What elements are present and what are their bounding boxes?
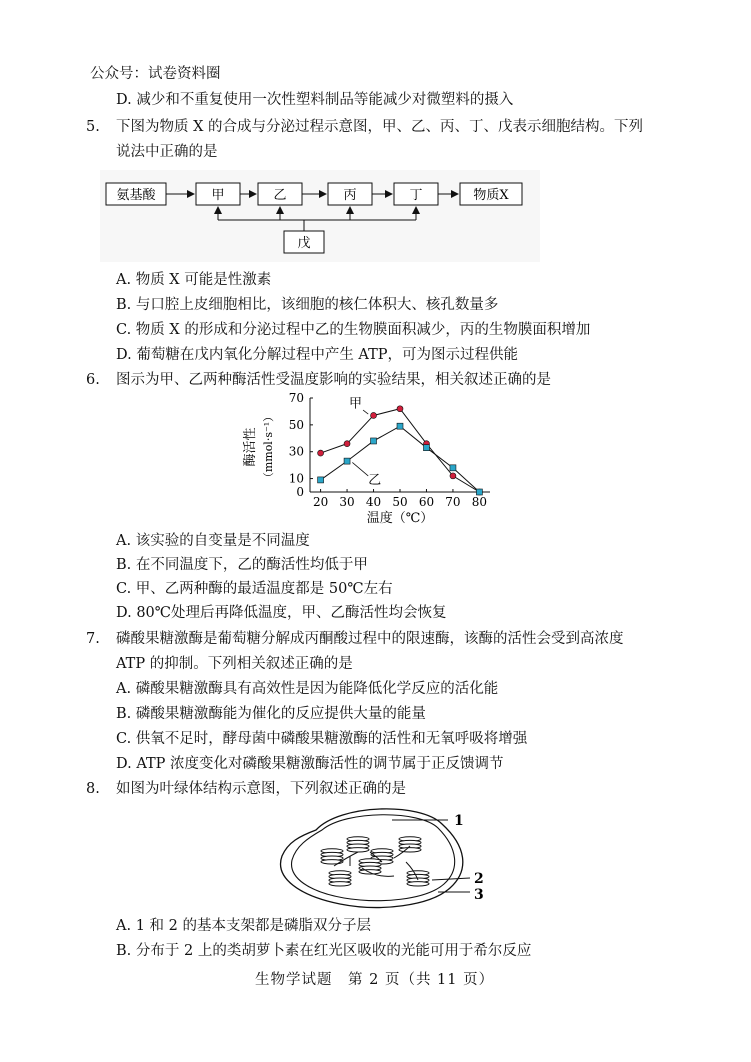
- label-3: 3: [474, 887, 484, 903]
- series-point-1: [318, 477, 324, 483]
- q7-number: 7.: [86, 631, 100, 647]
- q7-option-a: A. 磷酸果糖激酶具有高效性是因为能降低化学反应的活化能: [116, 681, 499, 697]
- q6-option-c: C. 甲、乙两种酶的最适温度都是 50℃左右: [116, 581, 393, 597]
- grana-stacks: [321, 837, 429, 886]
- x-tick-label: 20: [312, 495, 329, 509]
- series-label-jia-leader: [363, 410, 368, 414]
- series-point-0: [318, 450, 324, 456]
- x-tick-label: 70: [445, 495, 461, 509]
- series-point-0: [371, 412, 377, 418]
- chart-ylabel-line2: （mmol·s⁻¹）: [262, 410, 275, 484]
- chart-ylabel-line1: 酶活性: [243, 427, 258, 467]
- series-point-0: [450, 473, 456, 479]
- q8-option-a: A. 1 和 2 的基本支架都是磷脂双分子层: [116, 918, 371, 934]
- q5-stem-line2: 说法中正确的是: [116, 144, 218, 160]
- q6-number: 6.: [86, 372, 100, 388]
- q6-stem: 图示为甲、乙两种酶活性受温度影响的实验结果，相关叙述正确的是: [116, 372, 551, 388]
- q5-flow-diagram: [100, 170, 540, 262]
- q8-option-b: B. 分布于 2 上的类胡萝卜素在红光区吸收的光能可用于希尔反应: [116, 943, 532, 959]
- series-point-0: [344, 441, 350, 447]
- q6-option-d: D. 80℃处理后再降低温度，甲、乙酶活性均会恢复: [116, 605, 447, 621]
- series-label-yi-leader: [352, 462, 368, 475]
- chart-xlabel: 温度（℃）: [366, 511, 434, 526]
- q8-stem: 如图为叶绿体结构示意图，下列叙述正确的是: [116, 781, 406, 797]
- series-point-1: [476, 489, 482, 495]
- thylakoid-disc: [407, 882, 429, 886]
- flow-label-wu: 戊: [297, 236, 311, 251]
- page-footer: 生物学试题 第 2 页（共 11 页）: [255, 972, 495, 988]
- x-tick-label: 50: [392, 495, 408, 509]
- flow-label-yi: 乙: [273, 188, 287, 203]
- q5-number: 5.: [86, 119, 100, 135]
- series-point-1: [371, 438, 377, 444]
- chloroplast-diagram: [270, 800, 490, 915]
- y-tick-label: 70: [288, 392, 304, 405]
- x-tick-label: 60: [418, 495, 435, 509]
- q5-option-d: D. 葡萄糖在戊内氧化分解过程中产生 ATP，可为图示过程供能: [116, 347, 519, 363]
- thylakoid-disc: [329, 882, 351, 886]
- flow-label-ding: 丁: [409, 188, 423, 203]
- flow-box-amino-acid: [106, 183, 166, 205]
- pointer-line-2: [432, 878, 470, 880]
- q7-option-d: D. ATP 浓度变化对磷酸果糖激酶活性的调节属于正反馈调节: [116, 756, 504, 772]
- q7-stem-line2: ATP 的抑制。下列相关叙述正确的是: [116, 656, 353, 672]
- q5-stem-line1: 下图为物质 X 的合成与分泌过程示意图，甲、乙、丙、丁、戊表示细胞结构。下列: [116, 119, 644, 135]
- series-label-jia: 甲: [349, 396, 363, 412]
- series-line-0: [321, 409, 480, 492]
- x-tick-label: 40: [365, 495, 382, 509]
- y-tick-label: 50: [288, 417, 304, 432]
- q7-option-c: C. 供氧不足时，酵母菌中磷酸果糖激酶的活性和无氧呼吸将增强: [116, 731, 528, 747]
- flow-label-jia: 甲: [211, 188, 225, 203]
- label-1: 1: [454, 813, 464, 829]
- q7-stem-line1: 磷酸果糖激酶是葡萄糖分解成丙酮酸过程中的限速酶，该酶的活性会受到高浓度: [116, 631, 624, 647]
- x-tick-label: 80: [471, 495, 488, 509]
- q6-option-a: A. 该实验的自变量是不同温度: [116, 533, 310, 549]
- y-tick-label: 0: [296, 485, 304, 499]
- wechat-header: 公众号：试卷资料圈: [90, 66, 221, 82]
- y-tick-label: 30: [288, 444, 304, 459]
- enzyme-temperature-chart: [240, 392, 500, 528]
- thylakoid-disc: [399, 848, 421, 852]
- q5-option-c: C. 物质 X 的形成和分泌过程中乙的生物膜面积减少，丙的生物膜面积增加: [116, 322, 591, 338]
- flow-box-wu: [284, 231, 324, 253]
- series-label-yi: 乙: [368, 472, 382, 488]
- flow-label-amino-acid: 氨基酸: [116, 188, 156, 203]
- thylakoid-disc: [359, 870, 381, 874]
- flow-box-substance-x: [460, 183, 522, 205]
- q8-number: 8.: [86, 781, 100, 797]
- series-point-1: [344, 458, 350, 464]
- flow-label-bing: 丙: [343, 188, 357, 203]
- flow-box-jia: [196, 183, 240, 205]
- flow-box-bing: [328, 183, 372, 205]
- q6-option-b: B. 在不同温度下，乙的酶活性均低于甲: [116, 557, 368, 573]
- flow-box-yi: [258, 183, 302, 205]
- q7-option-b: B. 磷酸果糖激酶能为催化的反应提供大量的能量: [116, 706, 426, 722]
- flow-label-substance-x: 物质X: [473, 188, 509, 203]
- y-tick-label: 10: [288, 471, 304, 486]
- q5-option-a: A. 物质 X 可能是性激素: [116, 272, 272, 288]
- x-tick-label: 30: [339, 495, 355, 509]
- series-point-1: [423, 445, 429, 451]
- series-point-0: [397, 406, 403, 412]
- q4-option-d: D. 减少和不重复使用一次性塑料制品等能减少对微塑料的摄入: [116, 92, 514, 108]
- thylakoid-disc: [347, 848, 369, 852]
- q5-option-b: B. 与口腔上皮细胞相比，该细胞的核仁体积大、核孔数量多: [116, 297, 499, 313]
- series-point-1: [450, 465, 456, 471]
- series-point-1: [397, 423, 403, 429]
- label-2: 2: [474, 871, 484, 887]
- flow-box-ding: [394, 183, 438, 205]
